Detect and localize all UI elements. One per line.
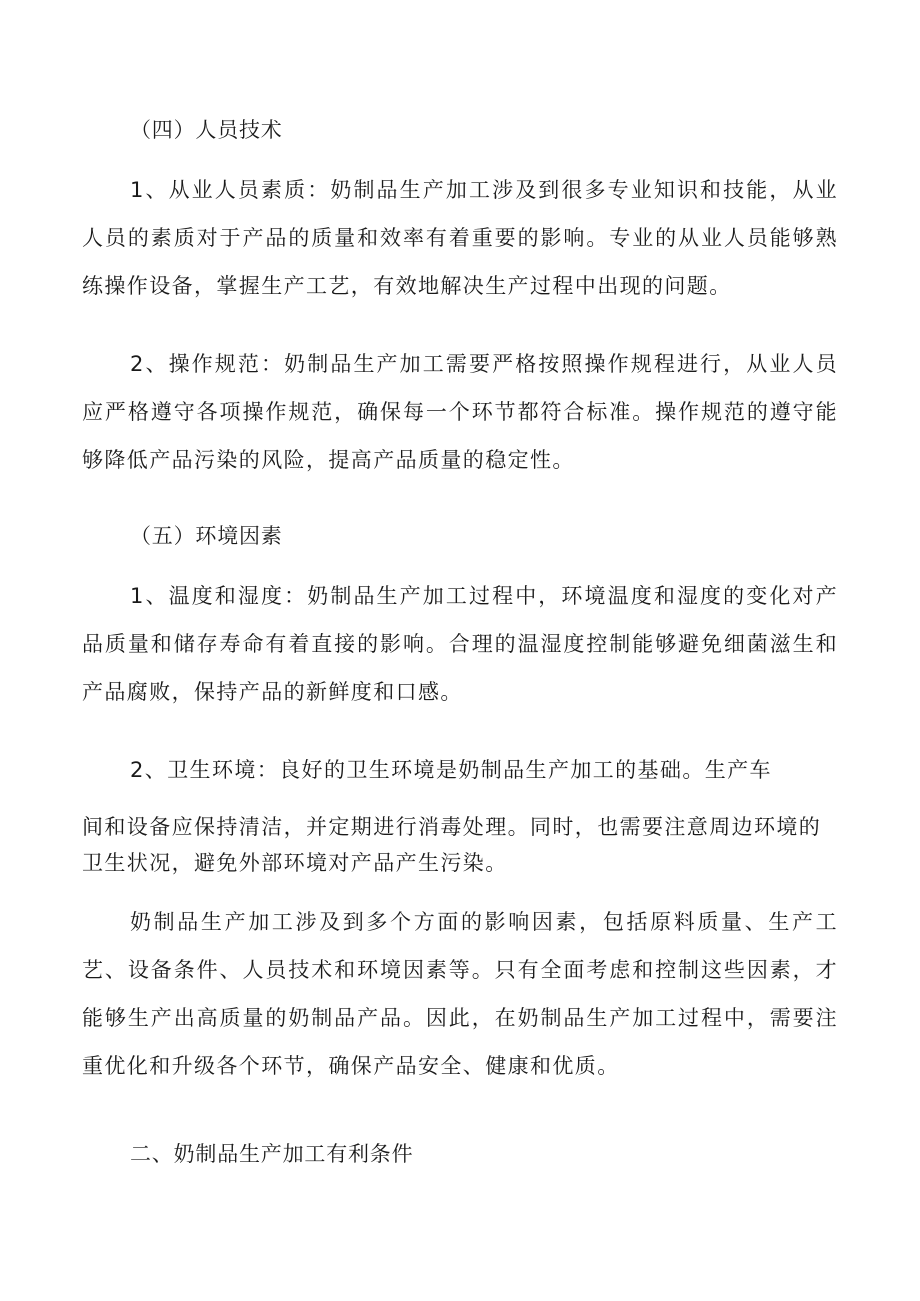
- paragraph-operation-standards: 2、操作规范：奶制品生产加工需要严格按照操作规程进行，从业人员应严格遵守各项操作规范，确保每一个环节都符合标准。操作规范的遵守能够降低产品污染的风险，提高产品质量的稳定性。: [82, 352, 838, 472]
- section-heading-environment: （五）环境因素: [130, 524, 283, 548]
- paragraph-line: 2、卫生环境：良好的卫生环境是奶制品生产加工的基础。生产车: [130, 758, 772, 782]
- paragraph-summary: 奶制品生产加工涉及到多个方面的影响因素，包括原料质量、生产工艺、设备条件、人员技术和环境因素等。只有全面考虑和控制这些因素，才能够生产出高质量的奶制品产品。因此，在奶制品生产加工过程中，需要注重优化和升级各个环节，确保产品安全、健康和优质。: [82, 910, 838, 1078]
- paragraph-hygiene-environment: [82, 746, 838, 880]
- paragraph-temperature-humidity: 1、温度和湿度：奶制品生产加工过程中，环境温度和湿度的变化对产品质量和储存寿命有着直接的影响。合理的温湿度控制能够避免细菌滋生和产品腐败，保持产品的新鲜度和口感。: [82, 584, 838, 704]
- section-heading-favorable-conditions: 二、奶制品生产加工有利条件: [130, 1142, 414, 1166]
- section-heading-personnel: （四）人员技术: [130, 118, 283, 142]
- paragraph-staff-quality: 1、从业人员素质：奶制品生产加工涉及到很多专业知识和技能，从业人员的素质对于产品的质量和效率有着重要的影响。专业的从业人员能够熟练操作设备，掌握生产工艺，有效地解决生产过程中出现的问题。: [82, 178, 838, 298]
- paragraph-line: 间和设备应保持清洁，并定期进行消毒处理。同时，也需要注意周边环境的: [82, 815, 822, 839]
- paragraph-line: 卫生状况，避免外部环境对产品产生污染。: [82, 851, 508, 875]
